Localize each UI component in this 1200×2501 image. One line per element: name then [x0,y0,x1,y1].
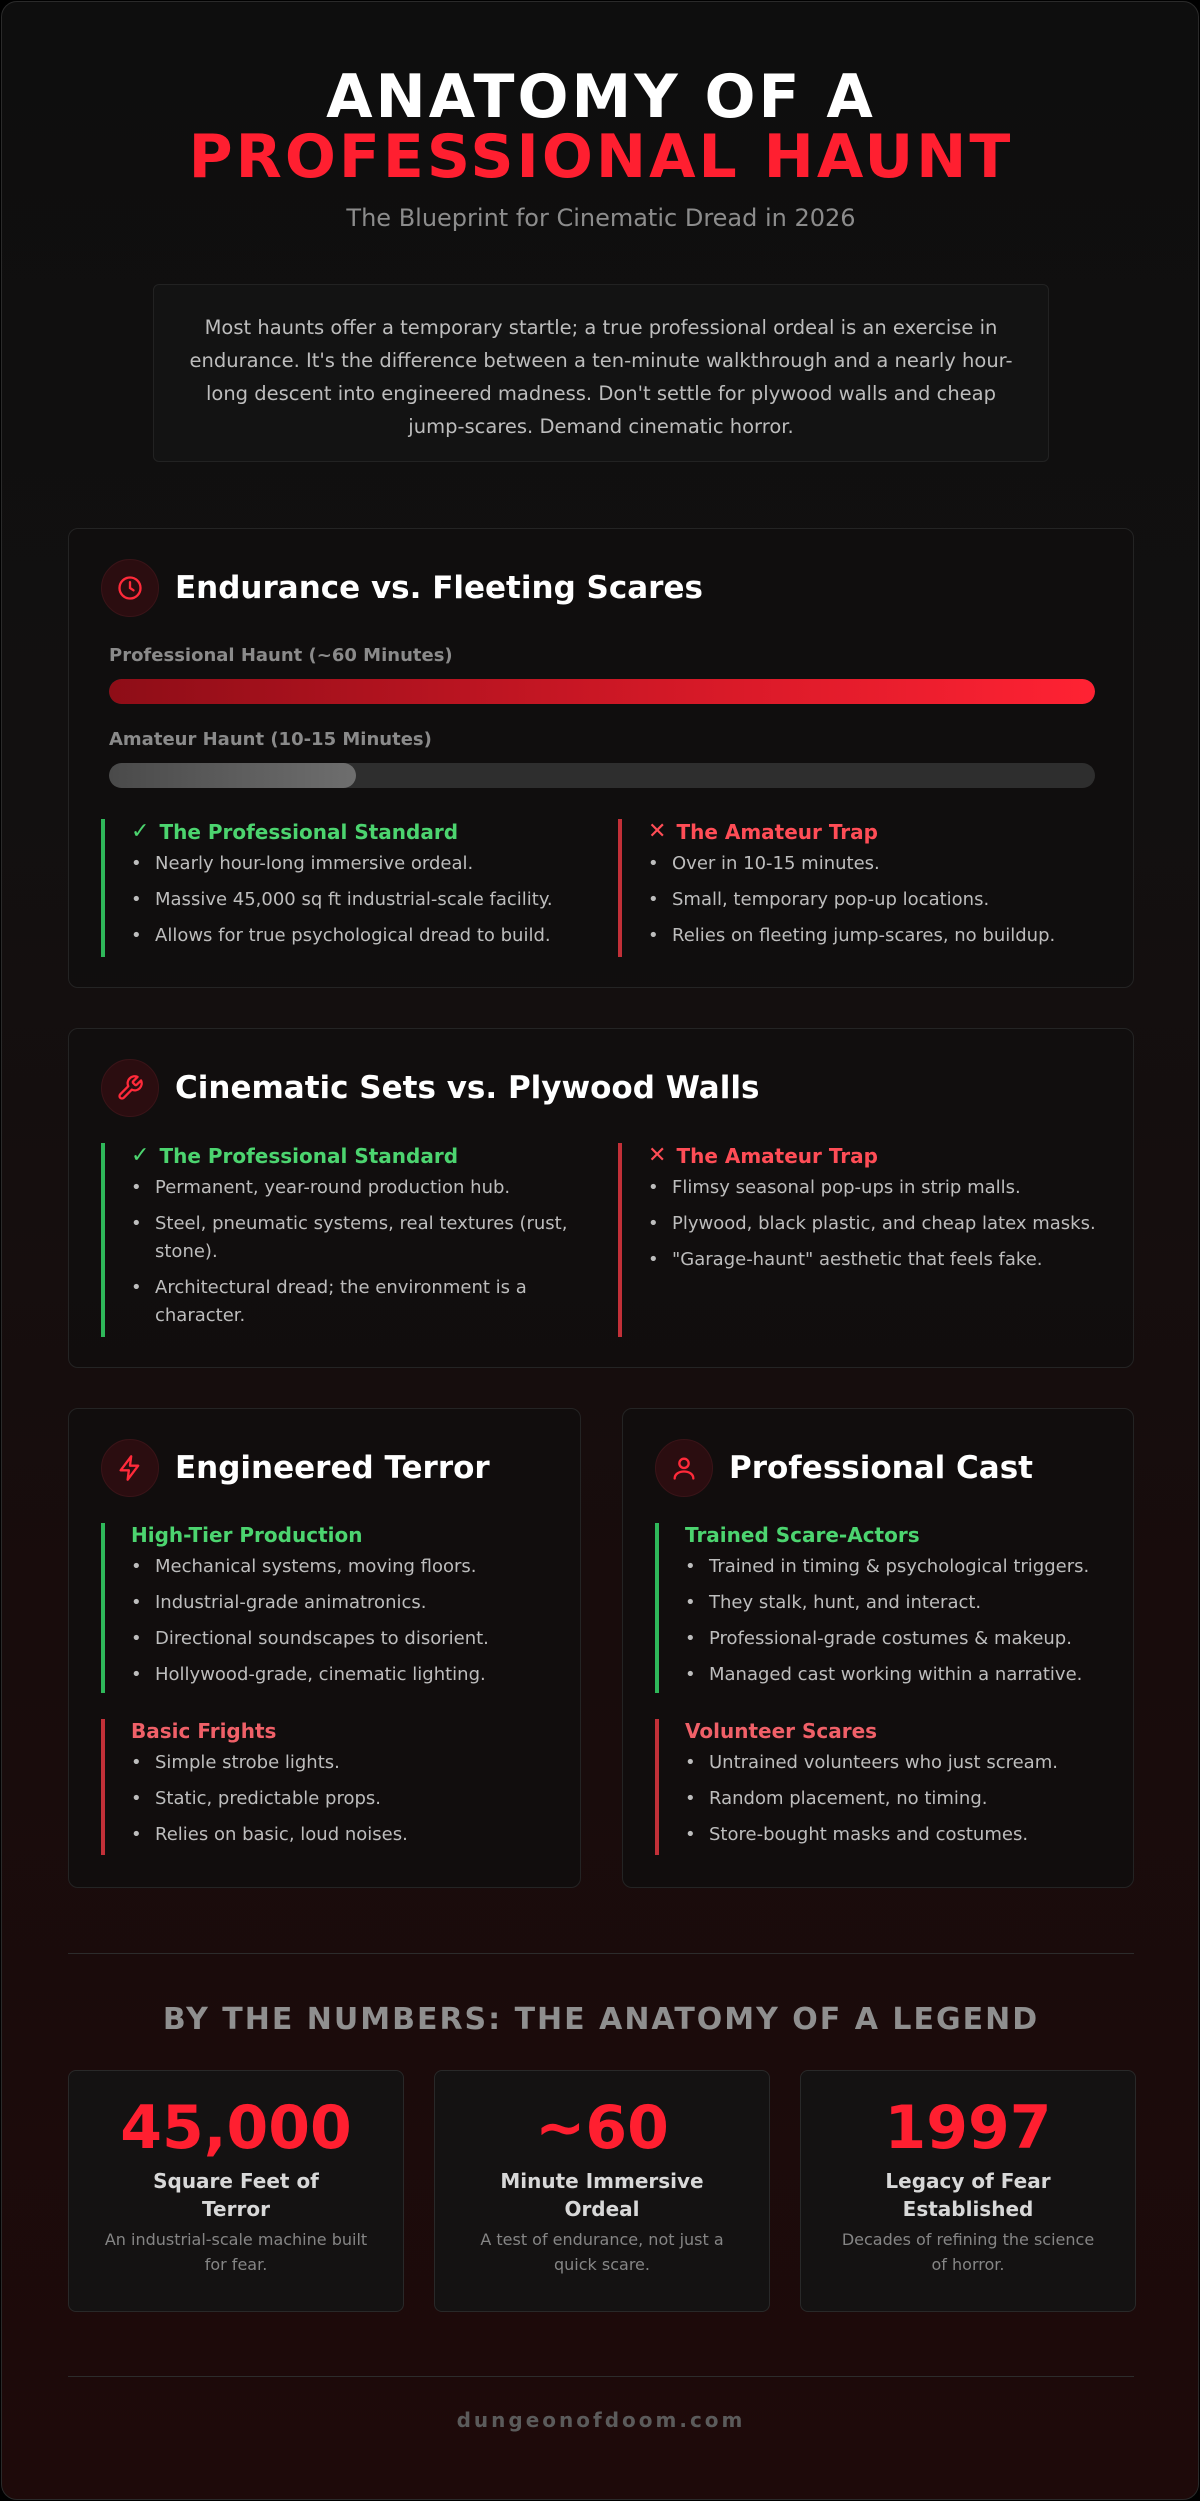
terror-amateur-list [131,1749,551,1849]
list-item: • Plywood, black plastic, and cheap latex masks. [648,1210,1104,1238]
list-item: • Industrial-grade animatronics. [131,1589,551,1617]
stat-description: A test of endurance, not just a quick scare. [480,2230,724,2274]
list-item: • Permanent, year-round production hub. [131,1174,581,1202]
list-item: • Static, predictable props. [131,1785,551,1813]
list-item: • Nearly hour-long immersive ordeal. [131,850,581,878]
stat-label: Minute Immersive Ordeal [500,2169,704,2221]
list-item: • Relies on basic, loud noises. [131,1821,551,1849]
list-item: • "Garage-haunt" aesthetic that feels fake. [648,1246,1104,1274]
pro-duration-bar-fill [109,679,1095,704]
clock-icon [101,559,159,617]
cast-card-title: Professional Cast [729,1450,1033,1486]
pro-duration-bar [109,679,1095,704]
sets-amateur-list [648,1174,1104,1274]
terror-amateur-column [101,1719,551,1855]
list-item: • Professional-grade costumes & makeup. [685,1625,1105,1653]
stat-card-minutes [434,2070,770,2312]
x-icon: ✕ [648,819,667,844]
footer-website-link[interactable]: dungeonofdoom.com [456,2408,746,2432]
endurance-pro-list [131,850,581,950]
endurance-amateur-heading-text: The Amateur Trap [676,819,878,844]
endurance-card-header [101,559,703,617]
sets-pro-list [131,1174,581,1330]
endurance-amateur-heading [648,819,1098,844]
cast-amateur-heading: Volunteer Scares [685,1719,878,1743]
list-item: • Hollywood-grade, cinematic lighting. [131,1661,551,1689]
wrench-icon [101,1059,159,1117]
intro-text: Most haunts offer a temporary startle; a true professional ordeal is an exercise in endurance. It's the difference between a ten-minute walkthrough and a nearly hour-long descent into engineered madness. Don't settle for plywood walls and cheap jump-scares. Demand cinematic horror. [189,316,1013,438]
section-divider [68,1953,1134,1954]
list-item: • They stalk, hunt, and interact. [685,1589,1105,1617]
list-item: • Relies on fleeting jump-scares, no buildup. [648,922,1098,950]
footer-divider [68,2376,1134,2377]
stat-value: ~60 [535,2093,669,2163]
stat-value: 45,000 [120,2093,352,2163]
endurance-card-title: Endurance vs. Fleeting Scares [175,570,703,606]
sets-card [68,1028,1134,1368]
terror-amateur-heading: Basic Frights [131,1719,277,1743]
amateur-duration-bar [109,763,1095,788]
sets-card-header [101,1059,759,1117]
page-subtitle: The Blueprint for Cinematic Dread in 2026 [346,204,856,232]
terror-card [68,1408,581,1888]
infographic-page [1,1,1199,2500]
sets-pro-column [101,1143,581,1337]
list-item: • Managed cast working within a narrative. [685,1661,1105,1689]
list-item: • Massive 45,000 sq ft industrial-scale facility. [131,886,581,914]
cast-card-header [655,1439,1033,1497]
list-item: • Directional soundscapes to disorient. [131,1625,551,1653]
list-item: • Mechanical systems, moving floors. [131,1553,551,1581]
cast-card [622,1408,1134,1888]
page-title-line-2: PROFESSIONAL HAUNT [188,122,1014,192]
numbers-section-title: BY THE NUMBERS: THE ANATOMY OF A LEGEND [162,2002,1040,2037]
sets-amateur-heading-text: The Amateur Trap [676,1143,878,1168]
pro-bar-label: Professional Haunt (~60 Minutes) [109,645,453,666]
cast-pro-column [655,1523,1105,1693]
endurance-pro-column [101,819,581,957]
check-icon: ✓ [131,1143,150,1168]
stat-label: Legacy of Fear Established [885,2169,1051,2221]
amateur-bar-label: Amateur Haunt (10-15 Minutes) [109,729,432,750]
intro-box [153,284,1049,462]
terror-card-header [101,1439,490,1497]
amateur-duration-bar-fill [109,763,356,788]
list-item: • Random placement, no timing. [685,1785,1105,1813]
list-item: • Untrained volunteers who just scream. [685,1749,1105,1777]
page-title-line-1: ANATOMY OF A [326,62,876,132]
lightning-icon [101,1439,159,1497]
cast-pro-list [685,1553,1105,1689]
cast-pro-heading: Trained Scare-Actors [685,1523,920,1547]
stat-value: 1997 [884,2093,1052,2163]
list-item: • Flimsy seasonal pop-ups in strip malls. [648,1174,1104,1202]
sets-amateur-heading [648,1143,1104,1168]
terror-card-title: Engineered Terror [175,1450,490,1486]
endurance-amateur-column [618,819,1098,957]
list-item: • Simple strobe lights. [131,1749,551,1777]
list-item: • Steel, pneumatic systems, real textures (rust, stone). [131,1210,581,1266]
x-icon: ✕ [648,1143,667,1168]
list-item: • Architectural dread; the environment is a character. [131,1274,581,1330]
list-item: • Allows for true psychological dread to build. [131,922,581,950]
sets-pro-heading [131,1143,581,1168]
endurance-amateur-list [648,850,1098,950]
stat-description: An industrial-scale machine built for fear. [104,2230,368,2274]
endurance-card [68,528,1134,988]
list-item: • Over in 10-15 minutes. [648,850,1098,878]
sets-card-title: Cinematic Sets vs. Plywood Walls [175,1070,760,1106]
terror-pro-list [131,1553,551,1689]
list-item: • Trained in timing & psychological triggers. [685,1553,1105,1581]
sets-pro-heading-text: The Professional Standard [159,1143,459,1168]
person-icon [655,1439,713,1497]
cast-amateur-column [655,1719,1105,1855]
stat-card-legacy [800,2070,1136,2312]
endurance-pro-heading [131,819,581,844]
stat-label: Square Feet of Terror [153,2169,319,2221]
stat-card-square-feet [68,2070,404,2312]
list-item: • Small, temporary pop-up locations. [648,886,1098,914]
stat-description: Decades of refining the science of horror. [841,2230,1095,2274]
terror-pro-heading: High-Tier Production [131,1523,363,1547]
list-item: • Store-bought masks and costumes. [685,1821,1105,1849]
cast-amateur-list [685,1749,1105,1849]
endurance-pro-heading-text: The Professional Standard [159,819,459,844]
check-icon: ✓ [131,819,150,844]
sets-amateur-column [618,1143,1104,1337]
terror-pro-column [101,1523,551,1693]
